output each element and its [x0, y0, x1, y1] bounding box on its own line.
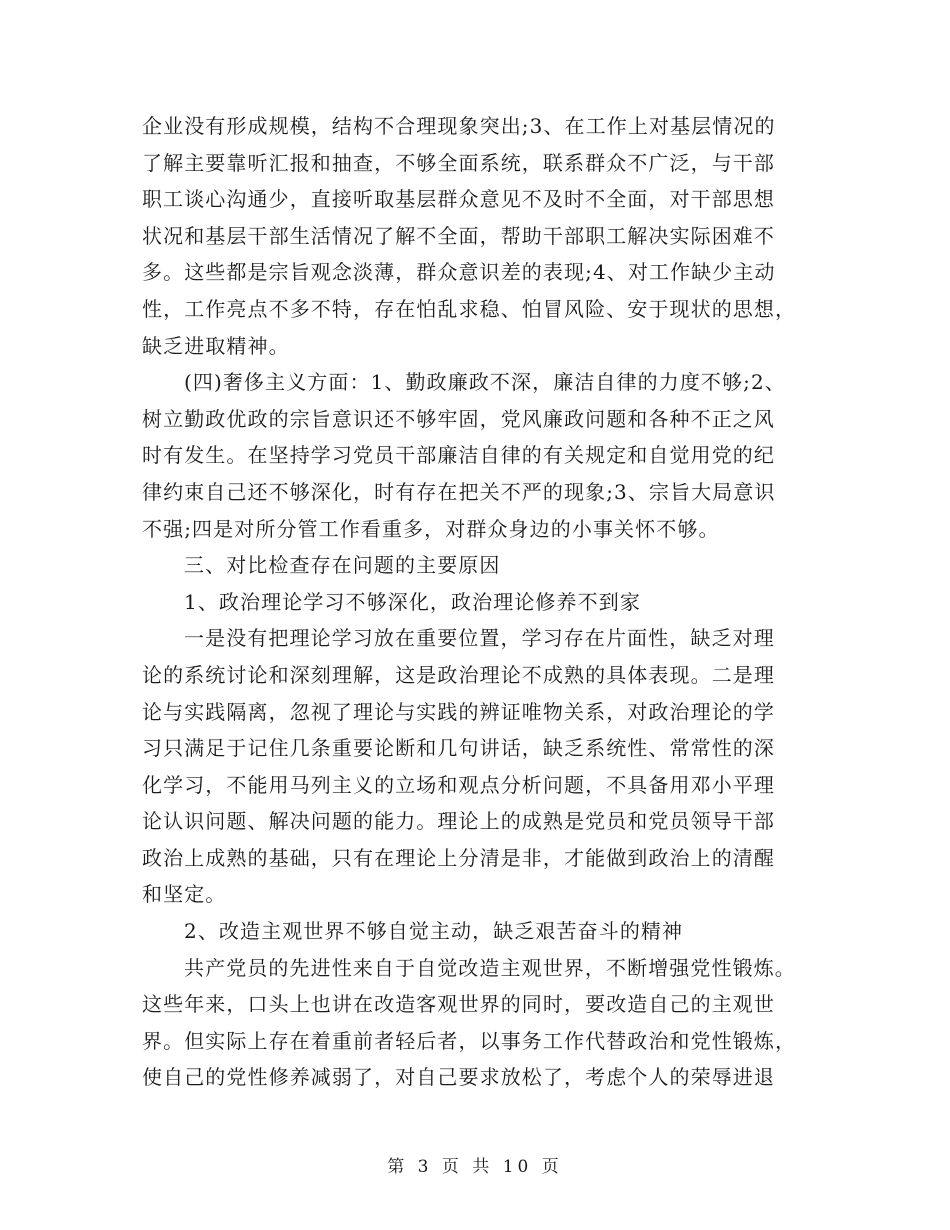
- text-line: 律约束自己还不够深化，时有存在把关不严的现象;3、宗旨大局意识: [142, 479, 776, 504]
- text-line: 状况和基层干部生活情况了解不全面，帮助干部职工解决实际困难不: [142, 223, 775, 248]
- text-line: 不强;四是对所分管工作看重多，对群众身边的小事关怀不够。: [142, 516, 720, 541]
- text-line: 和坚定。: [142, 882, 227, 907]
- text-line: 性，工作亮点不多不特，存在怕乱求稳、怕冒风险、安于现状的思想，: [142, 296, 797, 321]
- text-line: 界。但实际上存在着重前者轻后者，以事务工作代替政治和党性锻炼，: [142, 1028, 797, 1053]
- paragraph-start-line: (四)奢侈主义方面：1、勤政廉政不深，廉洁自律的力度不够;2、: [184, 370, 786, 395]
- text-line: 论的系统讨论和深刻理解，这是政治理论不成熟的具体表现。二是理: [142, 662, 775, 687]
- text-line: 习只满足于记住几条重要论断和几句讲话，缺乏系统性、常常性的深: [142, 736, 775, 761]
- text-line: 了解主要靠听汇报和抽查，不够全面系统，联系群众不广泛，与干部: [142, 150, 775, 175]
- paragraph-start-line: 一是没有把理论学习放在重要位置，学习存在片面性，缺乏对理: [184, 626, 775, 651]
- text-line: 时有发生。在坚持学习党员干部廉洁自律的有关规定和自觉用党的纪: [142, 443, 775, 468]
- text-line: 职工谈心沟通少，直接听取基层群众意见不及时不全面，对干部思想: [142, 187, 775, 212]
- subsection-heading: 2、改造主观世界不够自觉主动，缺乏艰苦奋斗的精神: [184, 919, 684, 944]
- text-line: 论与实践隔离，忽视了理论与实践的辨证唯物关系，对政治理论的学: [142, 699, 775, 724]
- subsection-heading: 1、政治理论学习不够深化，政治理论修养不到家: [184, 589, 641, 614]
- page-footer: 第 3 页 共 10 页: [387, 1157, 563, 1177]
- text-line: 多。这些都是宗旨观念淡薄，群众意识差的表现;4、对工作缺少主动: [142, 260, 776, 285]
- text-line: 化学习，不能用马列主义的立场和观点分析问题，不具备用邓小平理: [142, 772, 775, 797]
- text-line: 这些年来，口头上也讲在改造客观世界的同时，要改造自己的主观世: [142, 992, 775, 1017]
- text-line: 企业没有形成规模，结构不合理现象突出;3、在工作上对基层情况的: [142, 114, 776, 138]
- text-line: 政治上成熟的基础，只有在理论上分清是非，才能做到政治上的清醒: [142, 845, 775, 870]
- text-line: 论认识问题、解决问题的能力。理论上的成熟是党员和党员领导干部: [142, 809, 775, 834]
- body-text: [142, 108, 814, 1096]
- text-line: 缺乏进取精神。: [142, 333, 290, 358]
- paragraph-start-line: 共产党员的先进性来自于自觉改造主观世界，不断增强党性锻炼。: [184, 955, 796, 980]
- text-line: 使自己的党性修养减弱了，对自己要求放松了，考虑个人的荣辱进退: [142, 1065, 775, 1090]
- section-heading: 三、对比检查存在问题的主要原因: [184, 553, 501, 578]
- text-line: 树立勤政优政的宗旨意识还不够牢固，党风廉政问题和各种不正之风: [142, 406, 775, 431]
